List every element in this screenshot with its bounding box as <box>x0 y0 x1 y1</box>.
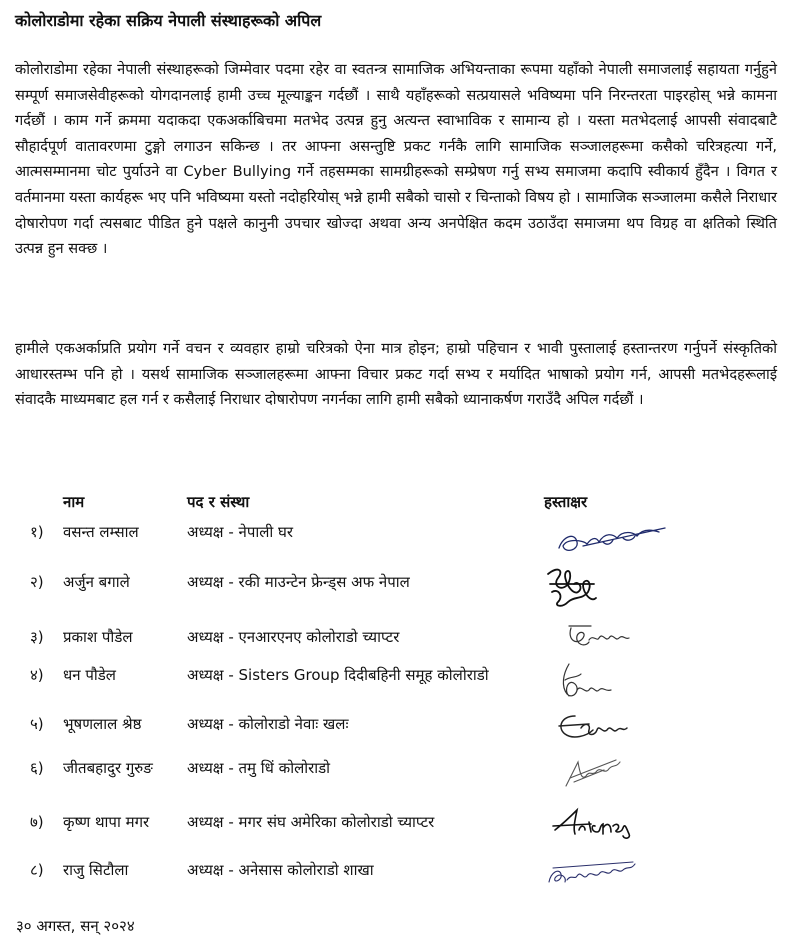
signatory-position: अध्यक्ष - मगर संघ अमेरिका कोलोराडो च्याप्टर <box>187 813 435 831</box>
signature-image <box>557 660 617 704</box>
document-date: ३० अगस्त, सन् २०२४ <box>16 917 135 935</box>
signatory-position: अध्यक्ष - एनआरएनए कोलोराडो च्याप्टर <box>187 628 400 646</box>
row-number: ३) <box>30 628 44 646</box>
signatory-position: अध्यक्ष - अनेसास कोलोराडो शाखा <box>187 861 374 879</box>
signatory-position: अध्यक्ष - तमु धिं कोलोराडो <box>187 759 331 777</box>
signatory-name: राजु सिटौला <box>63 861 129 879</box>
signatory-name: भूषणलाल श्रेष्ठ <box>63 715 142 733</box>
signatory-name: वसन्त लम्साल <box>63 523 139 541</box>
row-number: १) <box>30 523 44 541</box>
header-position: पद र संस्था <box>187 493 250 511</box>
signature-image <box>563 620 633 652</box>
signatory-name: धन पौडेल <box>63 666 116 684</box>
row-number: ५) <box>30 715 44 733</box>
row-number: ७) <box>30 813 44 831</box>
paragraph-appeal: हामीले एकअर्काप्रति प्रयोग गर्ने वचन र व्यवहार हाम्रो चरित्रको ऐना मात्र होइन; हाम्रो पहिचान र भावी पुस्तालाई हस्तान्तरण गर्नुपर्ने संस्कृतिको आधारस्तम्भ पनि हो । यसर्थ सामाजिक सञ्जालहरूमा आफ्ना विचार प्रकट गर्दा सभ्य र मर्यादित भाषाको प्रयोग गर्न, आपसी मतभेदहरूलाई संवादकै माध्यमबाट हल गर्न र कसैलाई निराधार दोषारोपण नगर्नका लागि हामी सबैको ध्यानाकर्षण गराउँदै अपिल गर्दछौं । <box>15 340 777 409</box>
signature-image <box>553 708 633 744</box>
signatory-position: अध्यक्ष - Sisters Group दिदीबहिनी समूह कोलोराडो <box>187 666 489 684</box>
signatory-position: अध्यक्ष - नेपाली घर <box>187 523 294 541</box>
signatory-row <box>0 811 789 841</box>
signature-image <box>560 752 630 792</box>
signature-image <box>553 518 673 560</box>
signatory-position: अध्यक्ष - कोलोराडो नेवाः खलः <box>187 715 349 733</box>
signatory-row <box>0 571 789 601</box>
row-number: ४) <box>30 666 44 684</box>
document-title: कोलोराडोमा रहेका सक्रिय नेपाली संस्थाहरूको अपिल <box>15 11 322 30</box>
signature-image <box>545 856 641 892</box>
paragraph-intro: कोलोराडोमा रहेका नेपाली संस्थाहरूको जिम्मेवार पदमा रहेर वा स्वतन्त्र सामाजिक अभियन्ताका रूपमा यहाँको नेपाली समाजलाई सहायता गर्नुहुने सम्पूर्ण समाजसेवीहरूको योगदानलाई हामी उच्च मूल्याङ्कन गर्दछौं । साथै यहाँहरूको सत्प्रयासले भविष्यमा पनि निरन्तरता पाइरहोस् भन्ने कामना गर्दछौं । काम गर्ने क्रममा यदाकदा एकअर्काबिचमा मतभेद उत्पन्न हुनु अत्यन्त स्वाभाविक र सामान्य हो । यस्ता मतभेदलाई आपसी संवादबाटै सौहार्दपूर्ण वातावरणमा टुङ्गो लगाउन सकिन्छ । तर आफ्ना असन्तुष्टि प्रकट गर्नकै लागि सामाजिक सञ्जालहरूमा कसैको चरित्रहत्या गर्ने, आत्मसम्मानमा चोट पुर्याउने वा Cyber Bullying गर्ने तहसम्मका सामग्रीहरूको सम्प्रेषण गर्नु सभ्य समाजमा कदापि स्वीकार्य हुँदैन । विगत र वर्तमानमा यस्ता कार्यहरू भए पनि भविष्यमा यस्तो नदोहरियोस् भन्ने हामी सबैको चासो र चिन्ताको विषय हो । सामाजिक सञ्जालमा कसैले निराधार दोषारोपण गर्दा त्यसबाट पीडित हुने पक्षले कानुनी उपचार खोज्दा अथवा अन्य अनपेक्षित कदम उठाउँदा समाजमा थप विग्रह वा क्षतिको स्थिति उत्पन्न हुन सक्छ । <box>15 61 777 258</box>
signatory-row <box>0 713 789 743</box>
row-number: ८) <box>30 861 44 879</box>
signature-image <box>544 562 604 612</box>
signatory-row <box>0 664 789 694</box>
signatory-name: प्रकाश पौडेल <box>63 628 133 646</box>
signatory-row <box>0 757 789 787</box>
row-number: ६) <box>30 759 44 777</box>
signatory-position: अध्यक्ष - रकी माउन्टेन फ्रेन्ड्स अफ नेपाल <box>187 573 410 591</box>
row-number: २) <box>30 573 44 591</box>
signature-image <box>551 804 635 842</box>
header-name: नाम <box>63 493 85 511</box>
signatory-name: जीतबहादुर गुरुङ <box>63 759 153 777</box>
signatory-row <box>0 626 789 656</box>
signatory-name: अर्जुन बगाले <box>63 573 130 591</box>
header-signature: हस्ताक्षर <box>544 493 588 511</box>
signatory-row <box>0 859 789 889</box>
signatory-name: कृष्ण थापा मगर <box>63 813 150 831</box>
